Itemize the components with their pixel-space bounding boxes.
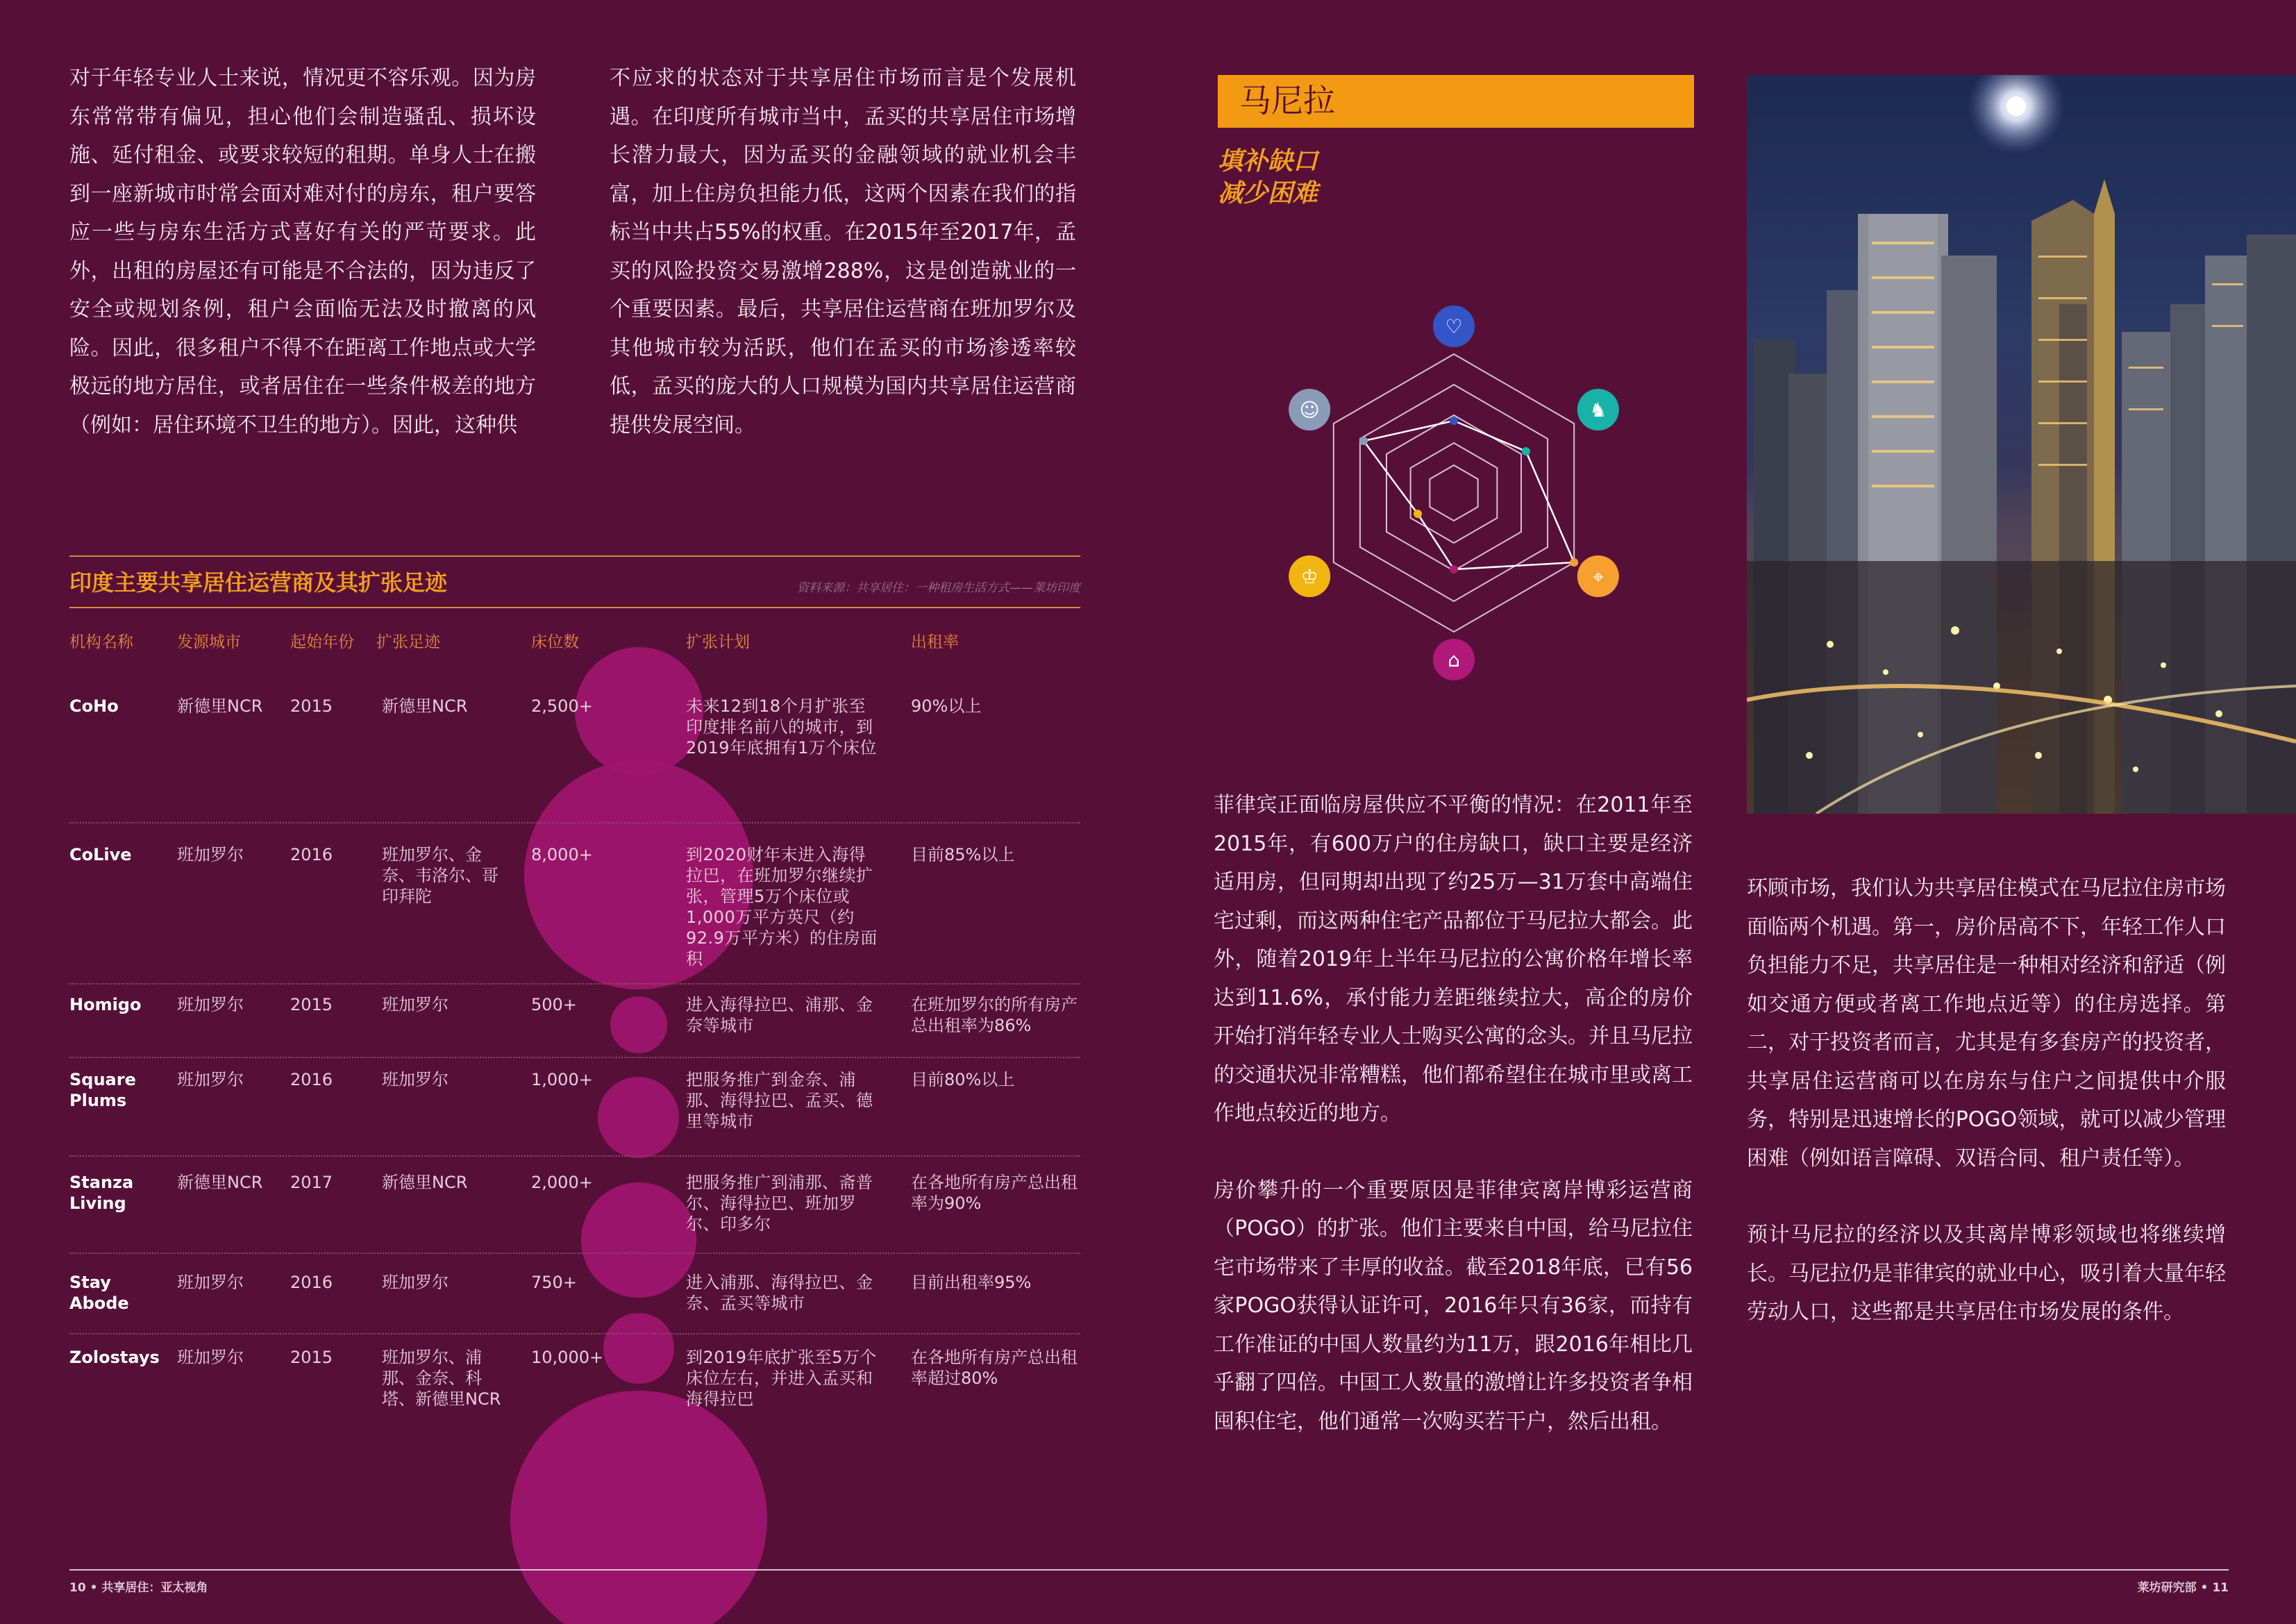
bed-count-bubble xyxy=(581,1182,696,1297)
table-title: 印度主要共享居住运营商及其扩张足迹 xyxy=(69,569,448,596)
house-dollar-icon-glyph: ⌂ xyxy=(1448,648,1460,671)
radar-data-shape xyxy=(1364,421,1574,569)
manila-paragraph-1: 菲律宾正面临房屋供应不平衡的情况：在2011年至2015年，有600万户的住房缺口，缺口主要是经济适用房，但同期却出现了约25万—31万套中高端住宅过剩，而这两种住宅产品都位于马尼拉大都会。此外，随着2019年上半年马尼拉的公寓价格年增长率达到11.6%，承付能力差距继续拉大，高企的房价开始打消年轻专业人士购买公寓的念头。并且马尼拉的交通状况非常糟糕，他们都希望住在城市里或离工作地点较近的地方。 xyxy=(1214,793,1693,1125)
row-origin: 班加罗尔 xyxy=(177,1070,244,1089)
heart-pulse-icon-glyph: ♡ xyxy=(1445,315,1463,338)
row-beds: 2,500+ xyxy=(531,696,593,716)
middle-column-text xyxy=(610,59,1076,444)
row-occupancy: 目前85%以上 xyxy=(911,845,1015,864)
row-separator xyxy=(69,822,1080,823)
row-name: Square Plums xyxy=(69,1070,136,1110)
row-origin: 新德里NCR xyxy=(177,1173,263,1192)
radar-grid-ring xyxy=(1386,415,1521,571)
header-name: 机构名称 xyxy=(69,633,133,651)
row-beds: 500+ xyxy=(531,995,577,1014)
table-source: 资料来源：共享居住：一种租房生活方式——莱坊印度 xyxy=(797,581,1080,595)
row-occupancy: 目前80%以上 xyxy=(911,1070,1015,1089)
manila-title: 马尼拉 xyxy=(1239,82,1335,119)
left-column-paragraph: 对于年轻专业人士来说，情况更不容乐观。因为房东常常带有偏见，担心他们会制造骚乱、损坏设施、延付租金、或要求较短的租期。单身人士在搬到一座新城市时常会面对难对付的房东，租户要答应一些与房东生活方式喜好有关的严苛要求。此外，出租的房屋还有可能是不合法的，因为违反了安全或规划条例，租户会面临无法及时撤离的风险。因此，很多租户不得不在距离工作地点或大学极远的地方居住，或者居住在一些条件极差的地方（例如：居住环境不卫生的地方）。因此，这种供 xyxy=(69,66,536,437)
row-origin: 新德里NCR xyxy=(177,696,263,716)
location-pin-icon-glyph: ⌖ xyxy=(1592,565,1604,588)
header-occupancy: 出租率 xyxy=(911,633,959,651)
row-origin: 班加罗尔 xyxy=(177,1348,244,1367)
row-plan: 把服务推广到金奈、浦那、海得拉巴、孟买、德里等城市 xyxy=(686,1070,873,1131)
manila-subtitle-line2: 减少困难 xyxy=(1218,179,1318,208)
left-column-text xyxy=(69,59,536,444)
row-beds: 2,000+ xyxy=(531,1173,593,1192)
table-header-rule xyxy=(69,607,1080,608)
row-separator xyxy=(69,1155,1080,1157)
row-year: 2015 xyxy=(290,995,333,1014)
row-beds: 1,000+ xyxy=(531,1070,593,1089)
manila-paragraph-4: 预计马尼拉的经济以及其离岸博彩领域也将继续增长。马尼拉仍是菲律宾的就业中心，吸引着大量年轻劳动人口，这些都是共享居住市场发展的条件。 xyxy=(1747,1223,2226,1324)
row-beds: 750+ xyxy=(531,1273,577,1292)
row-separator xyxy=(69,1253,1080,1254)
row-name: Zolostays xyxy=(69,1348,160,1367)
row-occupancy: 在各地所有房产总出租率超过80% xyxy=(911,1348,1078,1388)
radar-data-point xyxy=(1450,417,1458,425)
row-footprint: 新德里NCR xyxy=(382,1173,468,1192)
manila-subtitle xyxy=(1218,146,1318,210)
footer-right: 莱坊研究部 • 11 xyxy=(2137,1581,2229,1595)
row-plan: 未来12到18个月扩张至印度排名前八的城市，到2019年底拥有1万个床位 xyxy=(686,696,877,757)
people-group-icon-glyph: ☺ xyxy=(1299,399,1320,421)
row-footprint: 班加罗尔 xyxy=(382,1273,449,1292)
radar-data-point xyxy=(1414,510,1422,518)
row-footprint: 班加罗尔、浦那、金奈、科塔、新德里NCR xyxy=(382,1348,501,1409)
row-origin: 班加罗尔 xyxy=(177,1273,244,1292)
manila-text-column-2 xyxy=(1747,869,2226,1332)
row-footprint: 班加罗尔 xyxy=(382,1070,449,1089)
row-name: Stanza Living xyxy=(69,1173,134,1213)
bed-count-bubble xyxy=(575,647,703,776)
row-footprint: 新德里NCR xyxy=(382,696,468,716)
row-plan: 到2019年底扩张至5万个床位左右，并进入孟买和海得拉巴 xyxy=(686,1348,877,1409)
graduation-cap-icon-glyph: ♔ xyxy=(1300,565,1318,588)
unicorn-icon-glyph: ♞ xyxy=(1589,399,1607,421)
row-beds: 10,000+ xyxy=(531,1348,604,1367)
header-plan: 扩张计划 xyxy=(686,633,750,651)
manila-text-column-1 xyxy=(1214,786,1693,1441)
row-separator xyxy=(69,983,1080,985)
header-year: 起始年份 xyxy=(290,633,354,651)
row-year: 2016 xyxy=(290,845,333,864)
row-year: 2016 xyxy=(290,1070,333,1089)
row-beds: 8,000+ xyxy=(531,845,593,864)
row-occupancy: 在班加罗尔的所有房产总出租率为86% xyxy=(911,995,1078,1035)
radar-chart xyxy=(1250,271,1666,687)
bed-count-bubble xyxy=(510,1391,767,1624)
row-name: CoHo xyxy=(69,696,119,716)
row-separator xyxy=(69,1333,1080,1334)
radar-grid-ring xyxy=(1334,354,1574,632)
table-top-rule xyxy=(69,555,1080,557)
row-year: 2015 xyxy=(290,1348,333,1367)
row-name: Homigo xyxy=(69,995,142,1014)
manila-paragraph-3: 环顾市场，我们认为共享居住模式在马尼拉住房市场面临两个机遇。第一，房价居高不下，年轻工作人口负担能力不足，共享居住是一种相对经济和舒适（例如交通方便或者离工作地点近等）的住房选择。第二，对于投资者而言，尤其是有多套房产的投资者，共享居住运营商可以在房东与住户之间提供中介服务，特别是迅速增长的POGO领域，就可以减少管理困难（例如语言障碍、双语合同、租户责任等）。 xyxy=(1747,876,2226,1171)
row-footprint: 班加罗尔、金奈、韦洛尔、哥印拜陀 xyxy=(382,845,498,906)
row-year: 2017 xyxy=(290,1173,333,1192)
manila-paragraph-2: 房价攀升的一个重要原因是菲律宾离岸博彩运营商（POGO）的扩张。他们主要来自中国，给马尼拉住宅市场带来了丰厚的收益。截至2018年底，已有56家POGO获得认证许可，2016年只有36家，而持有工作准证的中国人数量约为11万，跟2016年相比几乎翻了四倍。中国工人数量的激增让许多投资者争相囤积住宅，他们通常一次购买若干户，然后出租。 xyxy=(1214,1178,1693,1434)
footer-left: 10 • 共享居住：亚太视角 xyxy=(69,1581,208,1595)
row-plan: 把服务推广到浦那、斋普尔、海得拉巴、班加罗尔、印多尔 xyxy=(686,1173,873,1234)
row-footprint: 班加罗尔 xyxy=(382,995,449,1014)
row-occupancy: 90%以上 xyxy=(911,696,982,716)
row-separator xyxy=(69,1057,1080,1058)
manila-skyline-photo xyxy=(1747,75,2296,814)
footer-rule xyxy=(69,1569,2229,1571)
row-name: CoLive xyxy=(69,845,132,864)
radar-data-point xyxy=(1570,558,1578,567)
bed-count-bubble xyxy=(610,996,668,1054)
row-occupancy: 目前出租率95% xyxy=(911,1273,1032,1292)
row-origin: 班加罗尔 xyxy=(177,995,244,1014)
header-beds: 床位数 xyxy=(531,633,579,651)
row-origin: 班加罗尔 xyxy=(177,845,244,864)
row-plan: 进入海得拉巴、浦那、金奈等城市 xyxy=(686,995,873,1035)
header-origin: 发源城市 xyxy=(177,633,241,651)
radar-data-point xyxy=(1359,437,1368,445)
radar-grid-ring xyxy=(1411,443,1498,543)
row-occupancy: 在各地所有房产总出租率为90% xyxy=(911,1173,1078,1213)
radar-grid-ring xyxy=(1430,465,1477,521)
bed-count-bubble xyxy=(603,1313,673,1383)
row-plan: 到2020财年末进入海得拉巴，在班加罗尔继续扩张，管理5万个床位或1,000万平方英尺（约92.9万平方米）的住房面积 xyxy=(686,845,878,969)
manila-subtitle-line1: 填补缺口 xyxy=(1218,147,1318,176)
middle-column-paragraph: 不应求的状态对于共享居住市场而言是个发展机遇。在印度所有城市当中，孟买的共享居住市场增长潜力最大，因为孟买的金融领域的就业机会丰富，加上住房负担能力低，这两个因素在我们的指标当中共占55%的权重。在2015年至2017年，孟买的风险投资交易激增288%，这是创造就业的一个重要因素。最后，共享居住运营商在班加罗尔及其他城市较为活跃，他们在孟买的市场渗透率较低，孟买的庞大的人口规模为国内共享居住运营商提供发展空间。 xyxy=(610,66,1076,437)
row-name: Stay Abode xyxy=(69,1273,129,1313)
bed-count-bubble xyxy=(598,1077,679,1158)
radar-data-point xyxy=(1522,447,1530,455)
row-year: 2015 xyxy=(290,696,333,716)
header-footprint: 扩张足迹 xyxy=(376,633,440,651)
row-plan: 进入浦那、海得拉巴、金奈、孟买等城市 xyxy=(686,1273,873,1313)
row-year: 2016 xyxy=(290,1273,333,1292)
radar-data-point xyxy=(1450,565,1458,574)
